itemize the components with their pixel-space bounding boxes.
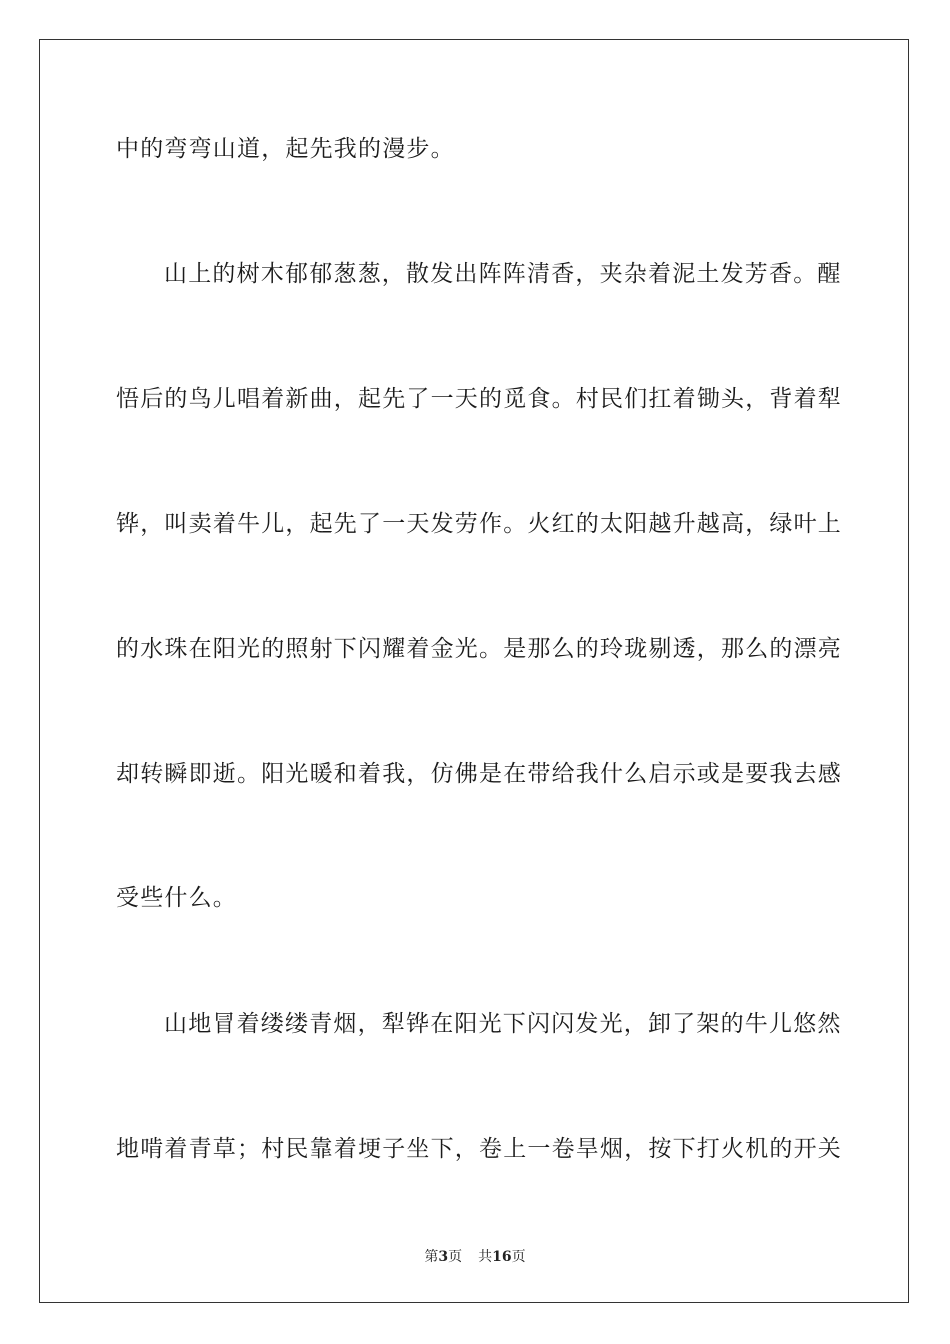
text-line-9: 地啃着青草；村民靠着埂子坐下，卷上一卷旱烟，按下打火机的开关 [116,1136,842,1162]
text-line-4: 铧，叫卖着牛儿，起先了一天发劳作。火红的太阳越升越高，绿叶上 [116,511,842,537]
total-suffix: 页 [511,1249,526,1265]
text-line-3: 悟后的鸟儿唱着新曲，起先了一天的觅食。村民们扛着锄头，背着犁 [116,386,842,412]
text-line-1: 中的弯弯山道，起先我的漫步。 [116,136,455,162]
page-frame [39,39,909,1303]
text-line-7: 受些什么。 [116,885,237,911]
text-line-6: 却转瞬即逝。阳光暖和着我，仿佛是在带给我什么启示或是要我去感 [116,761,842,787]
page-number: 3 [438,1249,449,1265]
text-line-2: 山上的树木郁郁葱葱，散发出阵阵清香，夹杂着泥土发芳香。醒 [164,261,842,287]
total-prefix: 共 [478,1249,493,1265]
text-line-5: 的水珠在阳光的照射下闪耀着金光。是那么的玲珑剔透，那么的漂亮 [116,636,842,662]
page-prefix: 第 [424,1249,439,1265]
total-pages: 16 [492,1249,512,1265]
page-suffix: 页 [448,1249,463,1265]
text-line-8: 山地冒着缕缕青烟，犁铧在阳光下闪闪发光，卸了架的牛儿悠然 [164,1011,842,1037]
page-footer [0,1247,950,1267]
